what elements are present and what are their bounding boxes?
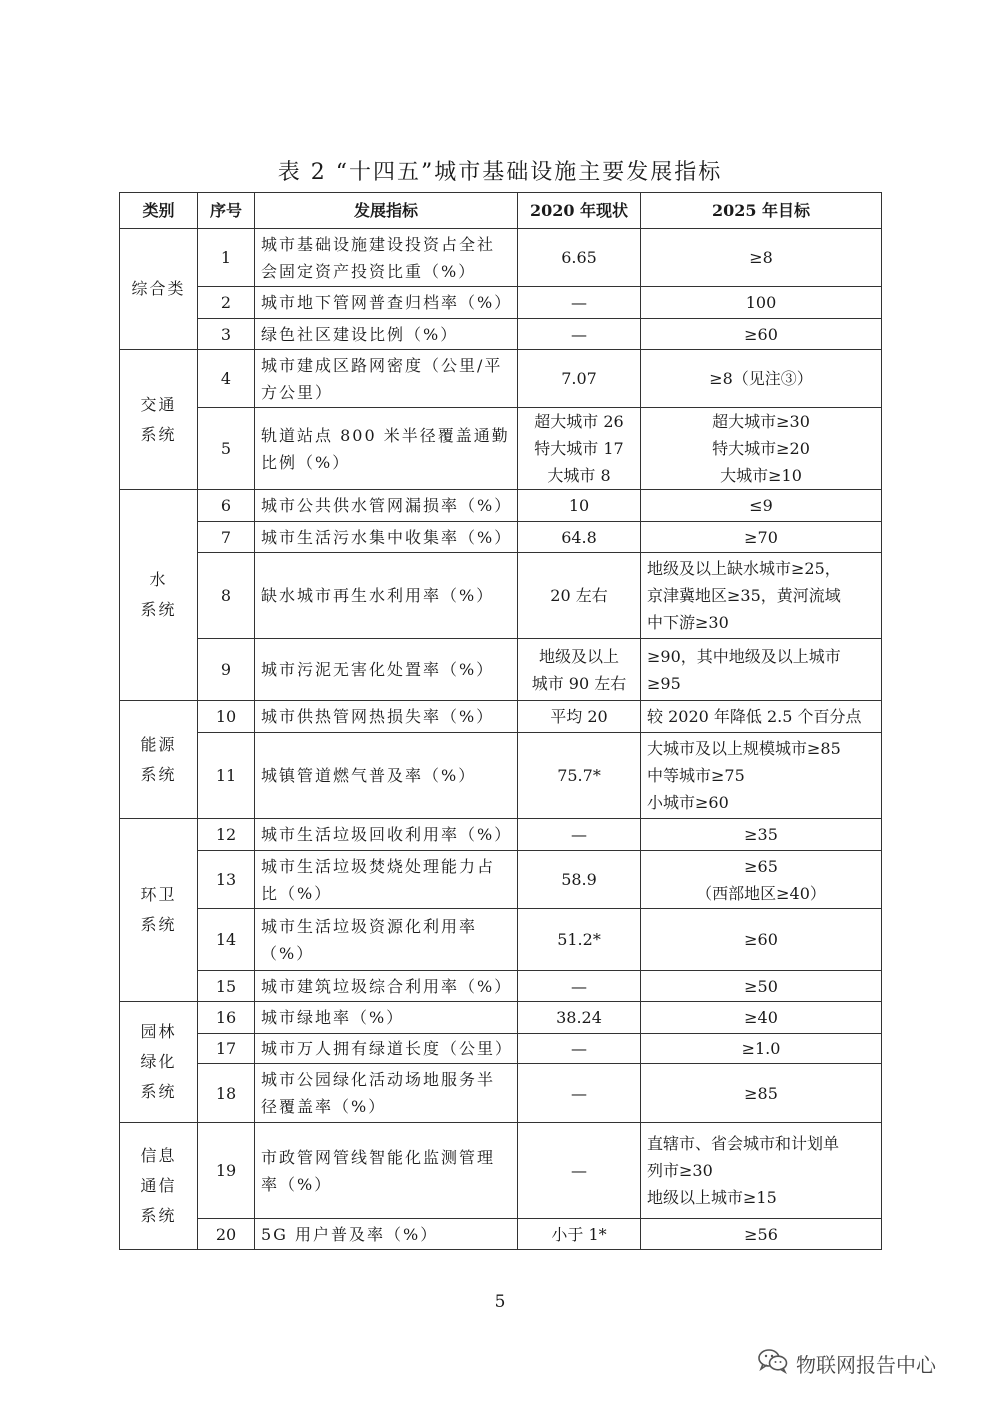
target-cell: 100 xyxy=(641,287,882,319)
table-row xyxy=(120,319,882,350)
indicator-cell: 城市公园绿化活动场地服务半 径覆盖率（%） xyxy=(255,1064,518,1123)
table-row xyxy=(120,909,882,971)
indicator-cell: 城市污泥无害化处置率（%） xyxy=(255,639,518,701)
category-cell: 园林 绿化 系统 xyxy=(120,1002,198,1123)
table-row xyxy=(120,971,882,1002)
table-row xyxy=(120,1034,882,1064)
category-cell: 能源 系统 xyxy=(120,701,198,819)
row-number: 20 xyxy=(198,1219,255,1250)
indicator-cell: 城市绿地率（%） xyxy=(255,1002,518,1034)
indicator-cell: 城市地下管网普查归档率（%） xyxy=(255,287,518,319)
header-indicator: 发展指标 xyxy=(255,193,518,229)
table-header-row xyxy=(120,193,882,229)
indicator-cell: 城市建成区路网密度（公里/平 方公里） xyxy=(255,350,518,408)
indicator-cell: 城市公共供水管网漏损率（%） xyxy=(255,490,518,522)
target-cell: 大城市及以上规模城市≥85 中等城市≥75 小城市≥60 xyxy=(641,733,882,819)
table-row xyxy=(120,1123,882,1219)
status-cell: 20 左右 xyxy=(518,553,641,639)
status-cell: 6.65 xyxy=(518,229,641,287)
status-cell: 51.2* xyxy=(518,909,641,971)
row-number: 4 xyxy=(198,350,255,408)
indicator-cell: 城镇管道燃气普及率（%） xyxy=(255,733,518,819)
status-cell: 7.07 xyxy=(518,350,641,408)
target-cell: ≥60 xyxy=(641,909,882,971)
table-row xyxy=(120,522,882,553)
target-cell: ≥40 xyxy=(641,1002,882,1034)
row-number: 1 xyxy=(198,229,255,287)
status-cell: 38.24 xyxy=(518,1002,641,1034)
row-number: 8 xyxy=(198,553,255,639)
table-row xyxy=(120,229,882,287)
target-cell: ≥60 xyxy=(641,319,882,350)
indicator-cell: 城市供热管网热损失率（%） xyxy=(255,701,518,733)
row-number: 18 xyxy=(198,1064,255,1123)
status-cell: 64.8 xyxy=(518,522,641,553)
target-cell: 超大城市≥30 特大城市≥20 大城市≥10 xyxy=(641,408,882,490)
target-cell: ≥85 xyxy=(641,1064,882,1123)
table-row xyxy=(120,408,882,490)
category-cell: 综合类 xyxy=(120,229,198,350)
indicator-cell: 城市建筑垃圾综合利用率（%） xyxy=(255,971,518,1002)
row-number: 5 xyxy=(198,408,255,490)
page-title: 表 2 “十四五”城市基础设施主要发展指标 xyxy=(277,160,723,185)
indicator-cell: 轨道站点 800 米半径覆盖通勤 比例（%） xyxy=(255,408,518,490)
table-row xyxy=(120,1002,882,1034)
row-number: 11 xyxy=(198,733,255,819)
status-cell: 10 xyxy=(518,490,641,522)
row-number: 15 xyxy=(198,971,255,1002)
status-cell: — xyxy=(518,971,641,1002)
row-number: 2 xyxy=(198,287,255,319)
watermark xyxy=(758,1348,936,1379)
watermark-text: 物联网报告中心 xyxy=(796,1353,936,1377)
target-cell: ≥90，其中地级及以上城市 ≥95 xyxy=(641,639,882,701)
status-cell: 小于 1* xyxy=(518,1219,641,1250)
header-target-2025: 2025 年目标 xyxy=(641,193,882,229)
indicator-cell: 城市万人拥有绿道长度（公里） xyxy=(255,1034,518,1064)
indicator-cell: 缺水城市再生水利用率（%） xyxy=(255,553,518,639)
indicator-cell: 城市基础设施建设投资占全社 会固定资产投资比重（%） xyxy=(255,229,518,287)
row-number: 19 xyxy=(198,1123,255,1219)
target-cell: ≥35 xyxy=(641,819,882,851)
target-cell: 较 2020 年降低 2.5 个百分点 xyxy=(641,701,882,733)
wechat-icon xyxy=(758,1348,788,1379)
header-category: 类别 xyxy=(120,193,198,229)
row-number: 17 xyxy=(198,1034,255,1064)
table-row xyxy=(120,287,882,319)
row-number: 10 xyxy=(198,701,255,733)
indicator-cell: 城市生活垃圾资源化利用率 （%） xyxy=(255,909,518,971)
status-cell: — xyxy=(518,819,641,851)
target-cell: 地级及以上缺水城市≥25， 京津冀地区≥35，黄河流域 中下游≥30 xyxy=(641,553,882,639)
indicators-table xyxy=(119,192,882,1250)
target-cell: ≥65 （西部地区≥40） xyxy=(641,851,882,909)
table-row xyxy=(120,1064,882,1123)
row-number: 14 xyxy=(198,909,255,971)
table-row xyxy=(120,733,882,819)
status-cell: 平均 20 xyxy=(518,701,641,733)
indicator-cell: 城市生活垃圾焚烧处理能力占 比（%） xyxy=(255,851,518,909)
target-cell: ≥1.0 xyxy=(641,1034,882,1064)
status-cell: 75.7* xyxy=(518,733,641,819)
indicator-cell: 5G 用户普及率（%） xyxy=(255,1219,518,1250)
target-cell: ≥56 xyxy=(641,1219,882,1250)
status-cell: — xyxy=(518,1034,641,1064)
category-cell: 交通 系统 xyxy=(120,350,198,490)
status-cell: — xyxy=(518,1123,641,1219)
row-number: 9 xyxy=(198,639,255,701)
status-cell: — xyxy=(518,287,641,319)
indicator-cell: 绿色社区建设比例（%） xyxy=(255,319,518,350)
table-row xyxy=(120,553,882,639)
status-cell: — xyxy=(518,1064,641,1123)
row-number: 6 xyxy=(198,490,255,522)
table-row xyxy=(120,1219,882,1250)
status-cell: — xyxy=(518,319,641,350)
indicator-cell: 市政管网管线智能化监测管理 率（%） xyxy=(255,1123,518,1219)
row-number: 16 xyxy=(198,1002,255,1034)
target-cell: 直辖市、省会城市和计划单 列市≥30 地级以上城市≥15 xyxy=(641,1123,882,1219)
table-row xyxy=(120,851,882,909)
indicator-cell: 城市生活垃圾回收利用率（%） xyxy=(255,819,518,851)
header-status-2020: 2020 年现状 xyxy=(518,193,641,229)
category-cell: 环卫 系统 xyxy=(120,819,198,1002)
table-row xyxy=(120,639,882,701)
status-cell: 58.9 xyxy=(518,851,641,909)
page-number: 5 xyxy=(494,1292,506,1312)
table-row xyxy=(120,701,882,733)
table-row xyxy=(120,350,882,408)
status-cell: 地级及以上 城市 90 左右 xyxy=(518,639,641,701)
target-cell: ≥8 xyxy=(641,229,882,287)
target-cell: ≤9 xyxy=(641,490,882,522)
row-number: 13 xyxy=(198,851,255,909)
table-row xyxy=(120,490,882,522)
target-cell: ≥8（见注③） xyxy=(641,350,882,408)
target-cell: ≥70 xyxy=(641,522,882,553)
category-cell: 信息 通信 系统 xyxy=(120,1123,198,1250)
header-number: 序号 xyxy=(198,193,255,229)
status-cell: 超大城市 26 特大城市 17 大城市 8 xyxy=(518,408,641,490)
table-row xyxy=(120,819,882,851)
row-number: 12 xyxy=(198,819,255,851)
row-number: 3 xyxy=(198,319,255,350)
row-number: 7 xyxy=(198,522,255,553)
indicator-cell: 城市生活污水集中收集率（%） xyxy=(255,522,518,553)
target-cell: ≥50 xyxy=(641,971,882,1002)
category-cell: 水 系统 xyxy=(120,490,198,701)
